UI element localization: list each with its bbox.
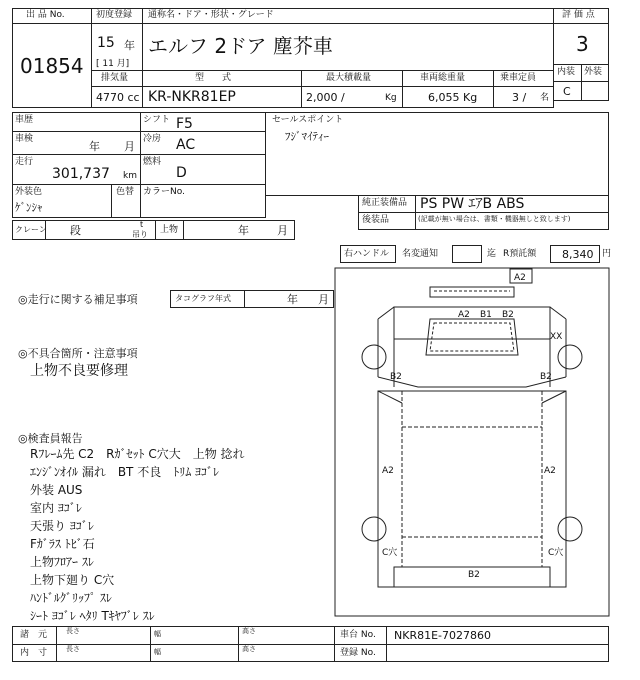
- report-line: Fｶﾞﾗｽ ﾄﾋﾞ石: [30, 537, 95, 551]
- sales-point-value: ﾌｼﾞﾏｲﾃｨｰ: [285, 130, 329, 143]
- year-value: 15: [97, 35, 115, 51]
- shift-value: F5: [176, 116, 193, 132]
- model-value: KR-NKR81EP: [148, 89, 236, 105]
- details-left: [12, 112, 266, 218]
- max-load-label: 最大積載量: [326, 73, 372, 83]
- report-line: 天張り ﾖｺﾞﾚ: [30, 519, 94, 533]
- col-divider: [140, 112, 141, 184]
- score-label: 評 価 点: [562, 10, 595, 20]
- name-change-box: [452, 245, 482, 263]
- interior-value: C: [563, 85, 571, 98]
- capacity-unit: 名: [540, 93, 550, 103]
- wheel-rr: [558, 517, 582, 541]
- report-line: ｼｰﾄ ﾖｺﾞﾚ ﾍﾀﾘ Tｷﾔﾌﾞﾚ ｽﾚ: [30, 609, 155, 623]
- report-line: ﾊﾝﾄﾞﾙｸﾞﾘｯﾌﾟ ｽﾚ: [30, 591, 112, 605]
- aftermarket-label: 後装品: [362, 215, 390, 225]
- mark-xx: XX: [550, 332, 563, 342]
- fuel-value: D: [176, 165, 187, 181]
- mark-c-hole-right: C穴: [548, 548, 564, 558]
- lot-no-value: 01854: [20, 54, 84, 78]
- sales-point-label: セールスポイント: [272, 115, 344, 125]
- capacity-label: 乗車定員: [500, 73, 537, 83]
- color-value: ｹﾞﾝｼｬ: [15, 201, 43, 214]
- equipment-value: PS PW ｴｱB ABS: [420, 196, 525, 212]
- crane-row: [12, 220, 295, 240]
- col-divider: [155, 220, 156, 240]
- row-divider: [12, 644, 609, 645]
- rhd-label: 右ハンドル: [344, 249, 390, 259]
- driving-notes-title: ◎走行に関する補足事項: [18, 293, 138, 306]
- row-divider: [12, 184, 266, 185]
- shift-label: シフト: [143, 115, 171, 125]
- inspection-month: 月: [124, 140, 135, 153]
- mark-b2-cab: B2: [502, 310, 514, 320]
- col-divider: [111, 184, 112, 218]
- first-reg-label: 初度登録: [96, 10, 133, 20]
- defect-title: ◎不具合箇所・注意事項: [18, 347, 138, 360]
- report-line: 室内 ﾖｺﾞﾚ: [30, 501, 82, 515]
- aftermarket-note: (記載が無い場合は、書類・機器無しと致します): [418, 215, 571, 223]
- displacement-label: 排気量: [101, 73, 129, 83]
- wheel-rl: [362, 517, 386, 541]
- r-fee-value: 8,340: [562, 248, 594, 261]
- mark-b2-rear: B2: [468, 570, 480, 580]
- deadline-label: 迄: [487, 249, 497, 259]
- mark-b2-right: B2: [540, 372, 552, 382]
- col-divider: [183, 220, 184, 240]
- model-label: 型 式: [195, 73, 232, 83]
- row-divider: [12, 131, 266, 132]
- equipment-label: 純正装備品: [362, 198, 408, 208]
- name-label: 通称名・ドア・形状・グレード: [148, 10, 274, 20]
- mark-a2-left: A2: [382, 466, 394, 476]
- footer-length-label: 長さ: [66, 627, 80, 635]
- gross-weight-value: 6,055 Kg: [428, 91, 478, 104]
- diagram-frame: [335, 268, 609, 616]
- footer-width-label: 幅: [154, 630, 161, 638]
- max-load-unit: Kg: [385, 93, 397, 103]
- mark-a2-cab: A2: [458, 310, 470, 320]
- inspection-year: 年: [89, 140, 100, 153]
- cargo-body: [378, 391, 566, 587]
- ac-value: AC: [176, 137, 196, 153]
- tachograph-month: 月: [318, 293, 329, 306]
- color-label: 外装色: [15, 187, 43, 197]
- gross-weight-label: 車両総重量: [420, 73, 466, 83]
- mark-b2-left: B2: [390, 372, 402, 382]
- interior-label: 内装: [557, 67, 576, 77]
- r-fee-unit: 円: [602, 249, 612, 259]
- mark-a2-right: A2: [544, 466, 556, 476]
- color-change-label: 色替: [116, 187, 135, 197]
- lot-no-label: 出 品 No.: [26, 10, 65, 20]
- footer-height-label: 高さ: [242, 645, 256, 653]
- footer-height-label: 高さ: [242, 627, 256, 635]
- col-divider: [140, 184, 141, 218]
- report-line: 外装 AUS: [30, 483, 83, 497]
- mileage-value: 301,737: [52, 166, 110, 182]
- bed-year: 年: [238, 224, 249, 237]
- displacement-value: 4770 cc: [96, 91, 140, 104]
- bed-label: 上物: [160, 225, 179, 235]
- footer-inner-label: 内 寸: [20, 648, 48, 658]
- col-divider: [150, 626, 151, 662]
- mark-b1-cab: B1: [480, 310, 492, 320]
- name-change-label: 名変通知: [402, 249, 439, 259]
- model-name: エルフ 2ドア 塵芥車: [148, 34, 333, 58]
- col-divider: [56, 626, 57, 662]
- truck-damage-diagram: [334, 267, 610, 617]
- crane-t: t: [140, 220, 144, 229]
- max-load-value: 2,000 /: [306, 91, 345, 104]
- wheel-fr: [558, 345, 582, 369]
- history-label: 車歴: [15, 115, 34, 125]
- reg-label: 登録 No.: [340, 648, 376, 658]
- report-line: ｴﾝｼﾞﾝｵｲﾙ 漏れ BT 不良 ﾄﾘﾑ ﾖｺﾞﾚ: [30, 465, 220, 479]
- mark-c-hole-left: C穴: [382, 548, 398, 558]
- chassis-label: 車台 No.: [340, 630, 376, 640]
- top-stub: [430, 287, 514, 297]
- ac-label: 冷房: [143, 134, 162, 144]
- report-title: ◎検査員報告: [18, 432, 83, 445]
- capacity-value: 3 /: [512, 91, 527, 104]
- mileage-unit: km: [123, 171, 137, 181]
- footer-length-label: 長さ: [66, 645, 80, 653]
- report-line: Rﾌﾚｰﾑ先 C2 Rｶﾞｾｯﾄ C穴大 上物 捻れ: [30, 447, 245, 461]
- col-divider: [238, 626, 239, 662]
- col-divider: [334, 626, 335, 662]
- col-divider: [244, 290, 245, 308]
- row-divider: [12, 154, 266, 155]
- report-line: 上物ﾌﾛｱｰ ｽﾚ: [30, 555, 94, 569]
- col-divider: [386, 626, 387, 662]
- bed-month: 月: [277, 224, 288, 237]
- chassis-no: NKR81E-7027860: [394, 629, 491, 642]
- crane-hoist: 吊り: [132, 230, 148, 239]
- score-value: 3: [576, 32, 589, 56]
- wheel-fl: [362, 345, 386, 369]
- tachograph-label: タコグラフ年式: [175, 294, 231, 303]
- crane-steps: 段: [70, 224, 81, 237]
- inspection-label: 車検: [15, 134, 34, 144]
- color-no-label: カラーNo.: [143, 187, 185, 197]
- r-fee-label: R預託額: [503, 249, 537, 259]
- tachograph-year: 年: [287, 293, 298, 306]
- exterior-cell: [581, 81, 609, 101]
- report-line: 上物下廻り C穴: [30, 573, 115, 587]
- exterior-label: 外装: [584, 67, 603, 77]
- mileage-label: 走行: [15, 157, 34, 167]
- footer-spec-label: 諸 元: [20, 630, 48, 640]
- fuel-label: 燃料: [143, 157, 162, 167]
- month-value: [ 11 月]: [96, 59, 130, 69]
- crane-label: クレーン: [15, 225, 47, 234]
- year-unit: 年: [124, 39, 135, 52]
- windshield: [426, 319, 518, 355]
- mark-a2-top: A2: [514, 273, 526, 283]
- defect-line: 上物不良要修理: [30, 363, 128, 379]
- footer-width-label: 幅: [154, 648, 161, 656]
